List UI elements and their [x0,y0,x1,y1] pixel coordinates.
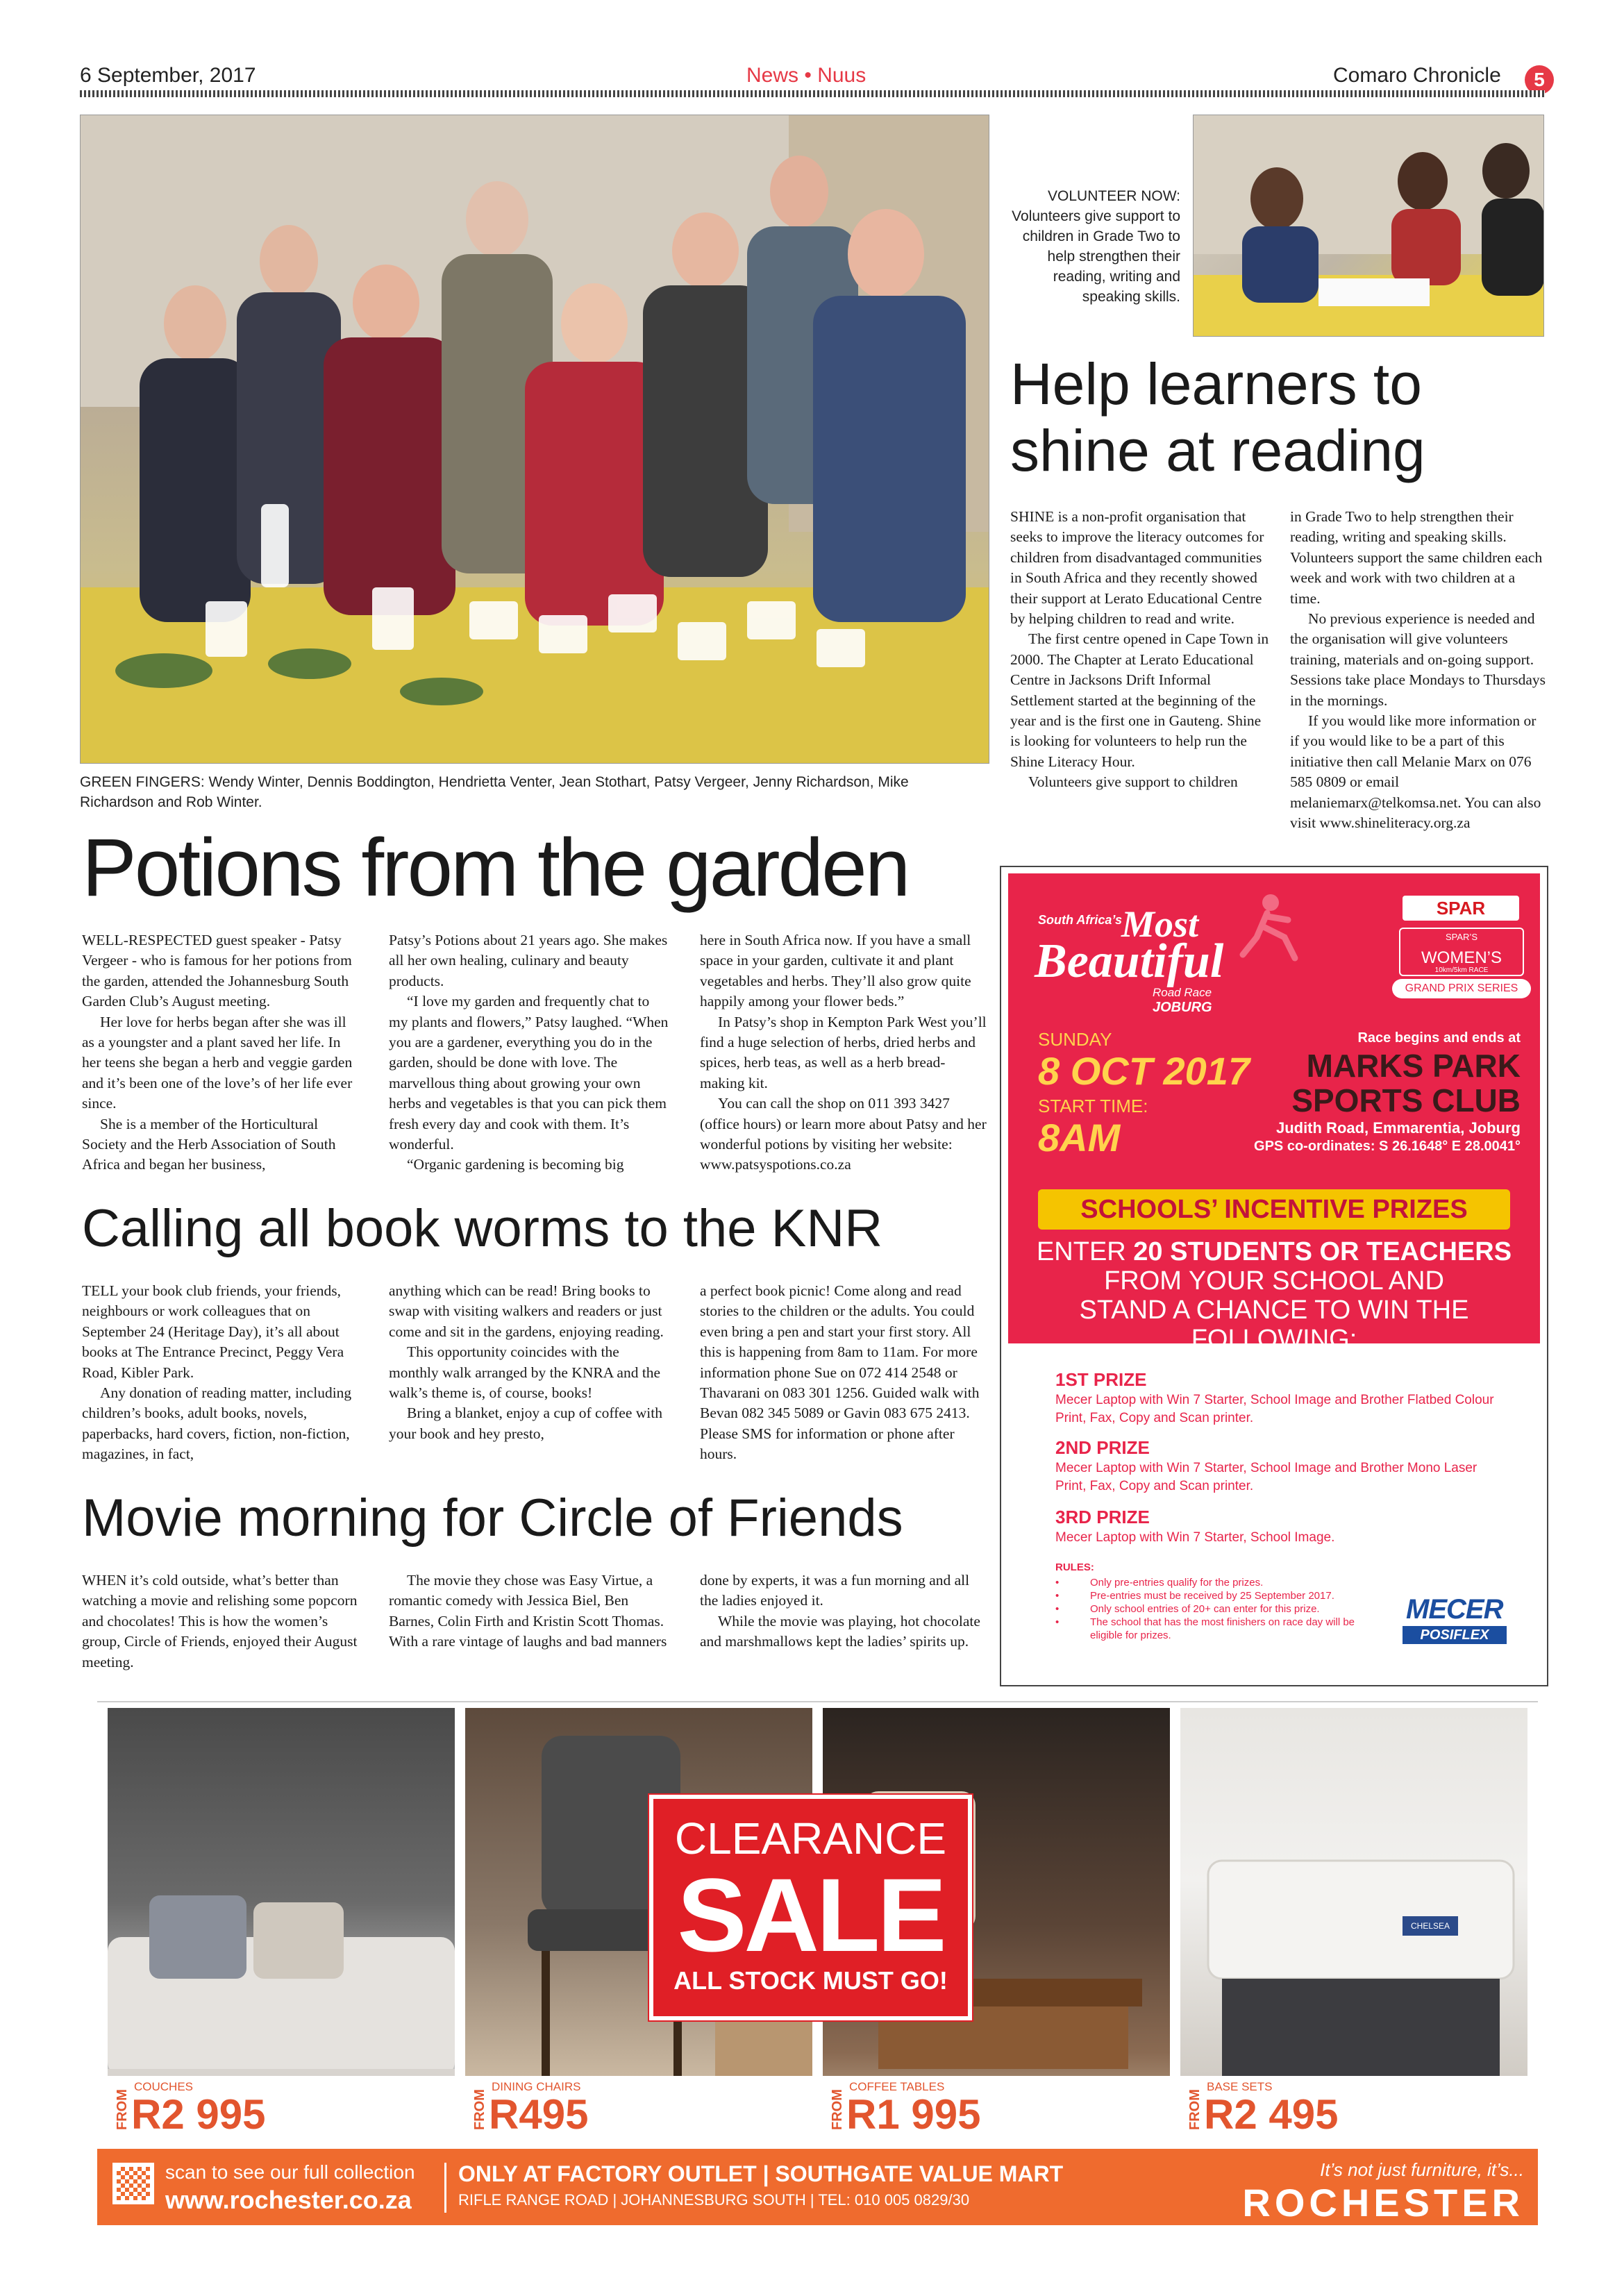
spar-prize3-text: Mecer Laptop with Win 7 Starter, School Image. [1055,1530,1335,1545]
price-value: R2 495 [1204,2091,1339,2138]
spar-begins-label: Race begins and ends at [1357,1030,1521,1046]
header-rule [80,90,1545,97]
mattress-label: CHELSEA [1403,1916,1458,1936]
potions-paragraph: In Patsy’s shop in Kempton Park West you’ll find a huge selection of herbs, dried herbs and spices, herb teas, as well as a herb bread-making kit. [700,1013,987,1091]
potions-paragraph: “Organic gardening is becoming big [407,1156,624,1173]
price-tag-dining-chairs [465,2076,812,2138]
spar-day: SUNDAY [1038,1029,1112,1050]
shine-paragraph: SHINE is a non-profit organisation that seeks to improve the literacy outcomes for children from disadvantaged communities in South Africa and they recently showed their support at Lerato Educational Centre by helping children to read and write. [1010,508,1264,628]
garden-photo-caption [80,772,982,812]
movie-headline: Movie morning for Circle of Friends [82,1489,903,1548]
spar-enter-count: 20 STUDENTS OR TEACHERS [1133,1237,1512,1266]
spar-rule: The school that has the most finishers on race day will be eligible for prizes. [1090,1616,1355,1641]
sale-label: SALE [677,1857,944,1973]
volunteer-reading-photo-illustration [1194,115,1544,337]
spar-prize1-text: Mecer Laptop with Win 7 Starter, School Image and Brother Flatbed Colour Print, Fax, Copy and Scan printer. [1055,1393,1494,1425]
rochester-logo: ROCHESTER [1242,2181,1524,2224]
shine-paragraph: If you would like more information or if you would like to be a part of this initiative then call Melanie Marx on 076 585 0809 or email melaniemarx@telkomsa.net. You can also visit www.shineliteracy.org.za [1290,712,1541,832]
movie-paragraph: While the movie was playing, hot chocolate and marshmallows kept the ladies’ spirits up. [700,1612,980,1650]
qr-code-pattern [117,2167,150,2200]
clearance-sale-badge [649,1795,972,2020]
spar-rule: Pre-entries must be received by 25 September 2017. [1090,1590,1334,1602]
movie-paragraph: done by experts, it was a fun morning and all the ladies enjoyed it. [700,1572,970,1609]
price-value: R1 995 [846,2091,981,2138]
school-caption-text: Volunteers give support to children in Grade Two to help strengthen their reading, writing and speaking skills. [1012,208,1180,305]
rochester-outlet: ONLY AT FACTORY OUTLET | SOUTHGATE VALUE MART [458,2161,1064,2186]
bookworm-paragraph: a perfect book picnic! Come along and read stories to the children or the adults. You could even bring a pen and start your first story. All this is happening from 8am to 11am. For more information phone Sue on 072 414 2548 or Thavarani on 083 301 1256. Guided walk with Bevan 082 345 5089 or Gavin 083 675 2413. Please SMS for information or phone after hours. [700,1282,980,1463]
shine-paragraph: The first centre opened in Cape Town in 2000. The Chapter at Lerato Educational Centre in Jacksons Drift Informal Settlement started at the beginning of the year and is the first one in Gauteng. Shine is looking for volunteers to help run the Shine Literacy Hour. [1010,630,1269,770]
movie-column-3 [700,1570,988,1652]
spar-series-label: GRAND PRIX SERIES [1392,979,1531,998]
spar-enter-prefix: ENTER [1036,1237,1134,1266]
spar-start-label: START TIME: [1038,1096,1148,1116]
spar-prize1-title: 1ST PRIZE [1055,1369,1147,1390]
rochester-website-link[interactable]: www.rochester.co.za [165,2186,412,2214]
mecer-logo: MECER [1406,1594,1503,1625]
bookworm-paragraph: anything which can be read! Bring books to swap with visiting walkers and readers or just come and sit in the gardens, enjoying reading. [389,1282,664,1340]
potions-headline: Potions from the garden [82,822,909,914]
spar-incentive-title: SCHOOLS’ INCENTIVE PRIZES [1038,1189,1510,1230]
rule-bullet-icon: • [1055,1616,1060,1628]
spar-tagline-beautiful: Beautiful [1035,935,1224,988]
bookworm-column-3 [700,1281,988,1465]
spar-start-time: 8AM [1038,1116,1121,1159]
potions-paragraph: You can call the shop on 011 393 3427 (office hours) or learn more about Patsy and her wonderful potions by visiting her website: www.patsyspotions.co.za [700,1095,987,1173]
bookworm-paragraph: Any donation of reading matter, including children’s books, adult books, novels, paperbacks, hard covers, fiction, non-fiction, magazines, in fact, [82,1384,352,1463]
potions-column-1 [82,930,360,1175]
from-label: FROM [830,2089,845,2130]
couch-product-photo [108,1708,455,2138]
spar-womens-small: SPAR’S [1446,932,1477,942]
from-label: FROM [115,2089,130,2130]
price-tag-couches [108,2076,455,2138]
spar-tagline-most: Most [1121,903,1199,945]
spar-rules-title: RULES: [1055,1561,1094,1573]
movie-column-1 [82,1570,363,1673]
spar-womens-label: WOMEN’S [1421,948,1502,967]
bookworm-column-2 [389,1281,670,1444]
spar-womens-race-badge [1399,928,1524,976]
garden-caption-text: Wendy Winter, Dennis Boddington, Hendrietta Venter, Jean Stothart, Patsy Vergeer, Jenny Richardson, Mike Richardson and Rob Winter. [80,774,909,810]
spar-address: Judith Road, Emmarentia, Joburg [1275,1119,1521,1137]
price-category: COFFEE TABLES [849,2080,945,2093]
shine-headline-line2: shine at reading [1010,418,1425,483]
all-stock-label: ALL STOCK MUST GO! [673,1966,948,1995]
volunteer-reading-photo [1193,115,1544,337]
rule-bullet-icon: • [1055,1603,1060,1615]
spar-enter-line2: FROM YOUR SCHOOL AND [1104,1266,1444,1296]
rochester-slogan: It’s not just furniture, it’s... [1320,2159,1524,2180]
price-tag-coffee-tables [823,2076,1170,2138]
shine-headline [1010,351,1425,484]
rochester-address: RIFLE RANGE ROAD | JOHANNESBURG SOUTH | TEL: 010 005 0829/30 [458,2191,970,2209]
school-caption-label: VOLUNTEER NOW: [1048,188,1180,204]
price-value: R495 [489,2091,589,2138]
spar-enter-line4: FOLLOWING: [1191,1325,1357,1354]
price-tag-base-sets [1180,2076,1527,2138]
movie-column-2 [389,1570,670,1652]
price-value: R2 995 [131,2091,266,2138]
school-photo-caption [1000,186,1180,307]
from-label: FROM [1187,2089,1203,2130]
shine-paragraph: in Grade Two to help strengthen their reading, writing and speaking skills. Volunteers support the same children each week and work with two children at a time. [1290,508,1543,607]
bookworm-paragraph: TELL your book club friends, your friends, neighbours or work colleagues that on September 24 (Heritage Day), it’s all about books at The Entrance Precinct, Peggy Vera Road, Kibler Park. [82,1282,344,1381]
rule-bullet-icon: • [1055,1590,1060,1602]
bookworm-headline: Calling all book worms to the KNR [82,1199,883,1258]
page-number: 5 [1525,65,1554,94]
spar-logo: SPAR [1403,896,1519,921]
spar-venue [1278,1048,1521,1118]
spar-enter-text [1021,1237,1527,1354]
shine-headline-line1: Help learners to [1010,351,1422,417]
clearance-label: CLEARANCE [674,1813,947,1863]
potions-paragraph: Her love for herbs began after she was ill as a youngster and a plant saved her life. In her teens she began a herb and veggie garden and it’s been one of the love’s of her life ever since. [82,1013,353,1112]
spar-prize2-title: 2ND PRIZE [1055,1437,1150,1458]
bookworm-paragraph: Bring a blanket, enjoy a cup of coffee with your book and hey presto, [389,1405,662,1442]
potions-paragraph: WELL-RESPECTED guest speaker - Patsy Vergeer - who is famous for her potions from the garden, attended the Johannesburg South Garden Club’s August meeting. [82,932,352,1010]
potions-column-2 [389,930,670,1175]
garden-club-photo [80,115,989,764]
shine-paragraph: Volunteers give support to children [1028,773,1238,791]
spar-venue-line1: MARKS PARK [1306,1048,1521,1084]
movie-paragraph: The movie they chose was Easy Virtue, a romantic comedy with Jessica Biel, Ben Barnes, Colin Firth and Kristin Scott Thomas. With a rare vintage of laughs and bad manners [389,1572,667,1650]
shine-paragraph: No previous experience is needed and the organisation will give volunteers training, materials and on-going support. Sessions take place Mondays to Thursdays in the mornings. [1290,610,1546,709]
potions-paragraph: “I love my garden and frequently chat to my plants and flowers,” Patsy laughed. “When you are a gardener, everything you do in the garden, should be done with love. The marvellous thing about growing your own herbs and vegetables is that you can pick them fresh every day and cook with them. It’s wonderful. [389,993,669,1153]
header-paper-name: Comaro Chronicle [1333,64,1501,87]
rule-bullet-icon: • [1055,1577,1060,1589]
potions-paragraph: Patsy’s Potions about 21 years ago. She makes all her own healing, culinary and beauty products. [389,932,668,989]
spar-race-date: 8 OCT 2017 [1038,1049,1250,1093]
footer-divider [444,2163,446,2213]
spar-enter-line3: STAND A CHANCE TO WIN THE [1079,1296,1469,1325]
garden-club-photo-illustration [81,115,989,764]
posiflex-logo: POSIFLEX [1403,1626,1507,1644]
movie-paragraph: WHEN it’s cold outside, what’s better than watching a movie and relishing some popcorn and chocolates! This is how the women’s group, Circle of Friends, enjoyed their August meeting. [82,1572,358,1670]
bookworm-paragraph: This opportunity coincides with the monthly walk arranged by the KNRA and the walk’s theme is, of course, books! [389,1343,661,1402]
shine-column-2 [1290,507,1547,834]
price-category: COUCHES [134,2080,194,2093]
spar-rule: Only pre-entries qualify for the prizes. [1090,1577,1264,1589]
scan-text: scan to see our full collection [165,2161,415,2183]
runner-silhouette-icon [1229,889,1305,965]
spar-city: JOBURG [1153,1000,1212,1015]
potions-column-3 [700,930,988,1175]
spar-venue-line2: SPORTS CLUB [1291,1082,1521,1118]
bookworm-column-1 [82,1281,363,1465]
spar-rule: Only school entries of 20+ can enter for this prize. [1090,1603,1320,1615]
spar-rules-list [1055,1576,1389,1642]
shine-column-1 [1010,507,1271,793]
spar-womens-sub: 10km/5km RACE [1434,966,1489,974]
header-date: 6 September, 2017 [80,64,256,87]
spar-tagline-small: South Africa’s [1038,913,1123,927]
spar-prize2-text: Mecer Laptop with Win 7 Starter, School Image and Brother Mono Laser Print, Fax, Copy and Scan printer. [1055,1461,1477,1493]
potions-paragraph: She is a member of the Horticultural Society and the Herb Association of South Africa and began her business, [82,1115,336,1173]
potions-paragraph: here in South Africa now. If you have a small space in your garden, cultivate it and plant vegetables and herbs. They’ll also grow quite happily among your flower beds.” [700,932,971,1010]
spar-gps: GPS co-ordinates: S 26.1648° E 28.0041° [1254,1139,1521,1154]
price-category: DINING CHAIRS [492,2080,581,2093]
from-label: FROM [472,2089,487,2130]
base-set-product-photo [1180,1708,1527,2138]
price-category: BASE SETS [1207,2080,1273,2093]
header-section: News • Nuus [746,64,867,87]
garden-caption-label: GREEN FINGERS: [80,774,205,790]
spar-prize3-title: 3RD PRIZE [1055,1507,1150,1527]
spar-road-race: Road Race [1153,986,1212,999]
